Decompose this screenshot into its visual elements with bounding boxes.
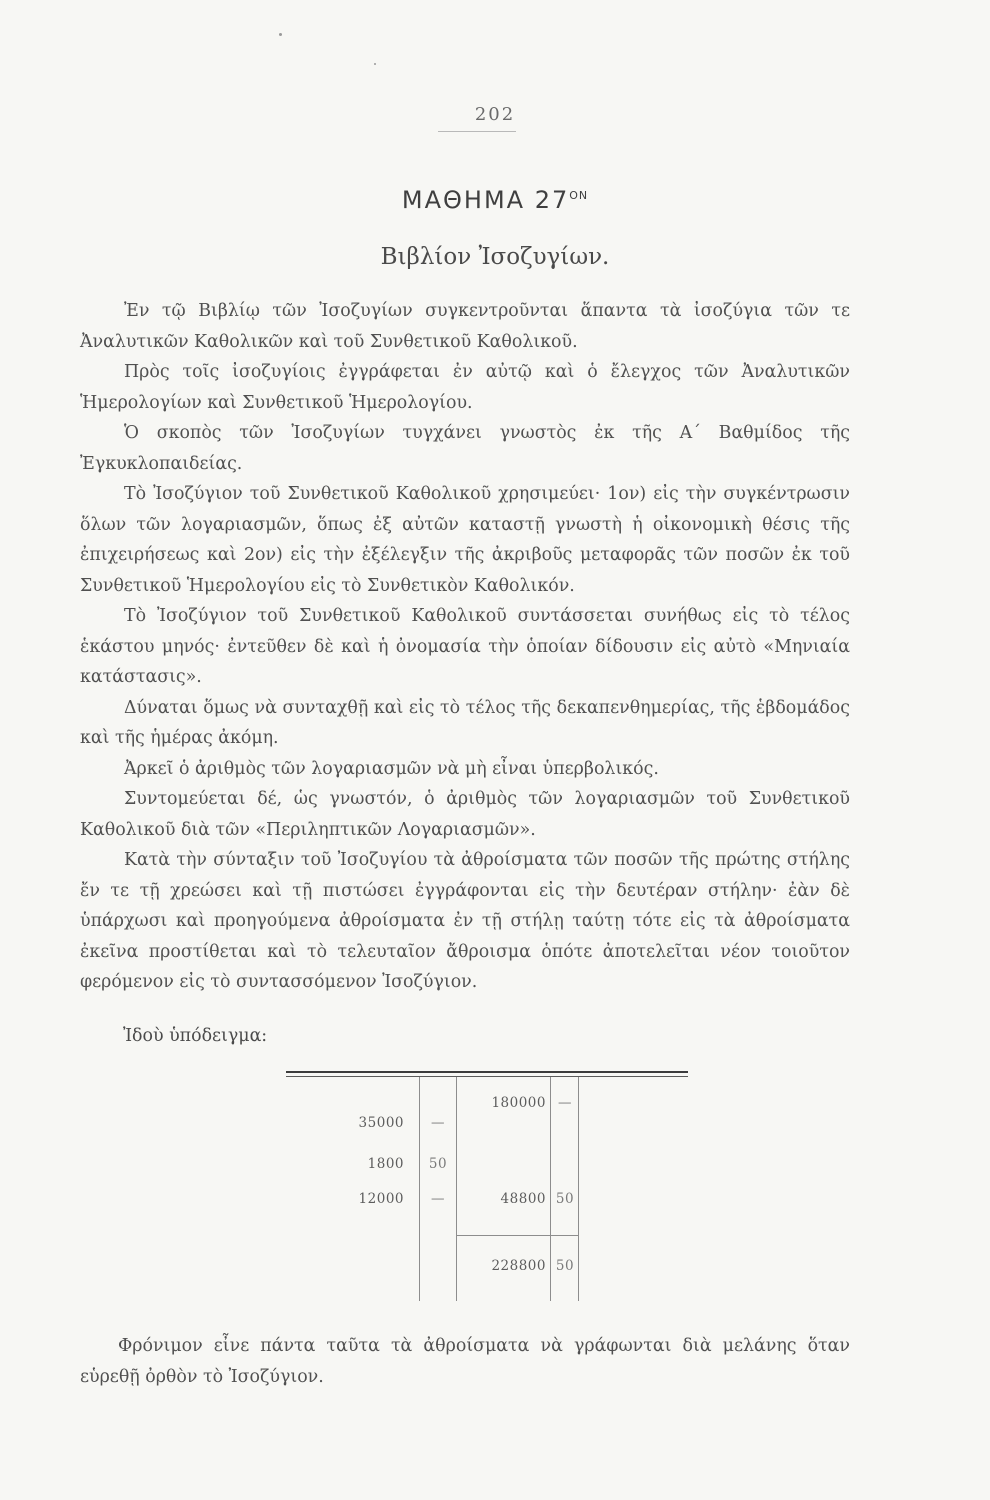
paper-speck (279, 33, 282, 36)
paragraph: Πρὸς τοῖς ἰσοζυγίοις ἐγγράφεται ἐν αὐτῷ καὶ ὁ ἔλεγχος τῶν Ἀναλυτικῶν Ἡμερολογίων καὶ Συνθετικοῦ Ἡμερολογίου. (80, 362, 850, 413)
closing-paragraph: Φρόνιμον εἶνε πάντα ταῦτα τὰ ἀθροίσματα νὰ γράφωνται διὰ μελάνης ὅταν εὑρεθῇ ὀρθὸν τὸ Ἰσοζύγιον. (80, 1336, 850, 1387)
paragraph: Δύναται ὅμως νὰ συνταχθῇ καὶ εἰς τὸ τέλος τῆς δεκαπενθημερίας, τῆς ἑβδομάδος καὶ τῆς ἡμέρας ἀκόμη. (80, 697, 850, 748)
ledger-grand-total-cents: 50 (555, 1258, 575, 1274)
ledger-total-cents: 50 (555, 1191, 575, 1207)
paragraph: Κατὰ τὴν σύνταξιν τοῦ Ἰσοζυγίου τὰ ἀθροίσματα τῶν ποσῶν τῆς πρώτης στήλης ἔν τε τῇ χρεώσει καὶ τῇ πιστώσει ἐγγράφονται εἰς τὴν δευτέραν στήλην· ἐὰν δὲ ὑπάρχωσι καὶ προηγούμενα ἀθροίσματα ἐν τῇ στήλῃ ταύτῃ τότε εἰς τὰ ἀθροίσματα ἐκεῖνα προστίθεται καὶ τὸ τελευταῖον ἄθροισμα ὁπότε ἀποτελεῖται νέον τοιοῦτον φερόμενον εἰς τὸ συντασσόμενον Ἰσοζύγιον. (80, 850, 850, 992)
paragraph: Ἐν τῷ Βιβλίῳ τῶν Ἰσοζυγίων συγκεντροῦνται ἅπαντα τὰ ἰσοζύγια τῶν τε Ἀναλυτικῶν Καθολικῶν καὶ τοῦ Συνθετικοῦ Καθολικοῦ. (80, 301, 850, 352)
ledger-cents: — (431, 1115, 445, 1131)
ledger-amount: 12000 (358, 1191, 404, 1207)
ledger-cents: 50 (428, 1156, 448, 1172)
ledger-example-table (286, 1071, 688, 1301)
ledger-total: 48800 (500, 1191, 546, 1207)
ledger-top-rule (286, 1071, 688, 1073)
lesson-superscript: ΟΝ (569, 189, 589, 202)
ledger-column-divider (419, 1077, 420, 1301)
lesson-heading (0, 186, 990, 214)
page-number: 202 (474, 104, 516, 125)
ledger-column-divider (456, 1077, 457, 1301)
paragraph: Ἀρκεῖ ὁ ἀριθμὸς τῶν λογαριασμῶν νὰ μὴ εἶναι ὑπερβολικός. (124, 758, 659, 779)
example-label: Ἰδοὺ ὑπόδειγμα: (123, 1026, 268, 1046)
page-number-rule (438, 131, 516, 132)
ledger-total: 180000 (491, 1095, 546, 1111)
ledger-top-rule-thin (286, 1076, 688, 1077)
ledger-grand-total: 228800 (491, 1258, 546, 1274)
paragraph: Συντομεύεται δέ, ὡς γνωστόν, ὁ ἀριθμὸς τῶν λογαριασμῶν τοῦ Συνθετικοῦ Καθολικοῦ διὰ τῶν «Περιληπτικῶν Λογαριασμῶν». (80, 789, 850, 840)
ledger-amount: 35000 (358, 1115, 404, 1131)
closing-note (80, 1331, 850, 1392)
lesson-title: ΜΑΘΗΜΑ 27 (401, 186, 570, 214)
ledger-total-cents: — (558, 1095, 572, 1111)
ledger-amount: 1800 (367, 1156, 404, 1172)
section-title: Βιβλίον Ἰσοζυγίων. (380, 244, 610, 270)
body-text (80, 296, 850, 998)
paragraph: Ὁ σκοπὸς τῶν Ἰσοζυγίων τυγχάνει γνωστὸς ἐκ τῆς Α΄ Βαθμίδος τῆς Ἐγκυκλοπαιδείας. (80, 423, 850, 474)
paragraph: Τὸ Ἰσοζύγιον τοῦ Συνθετικοῦ Καθολικοῦ συντάσσεται συνήθως εἰς τὸ τέλος ἑκάστου μηνός· ἐντεῦθεν δὲ καὶ ἡ ὀνομασία τὴν ὁποίαν δίδουσιν εἰς αὐτὸ «Μηνιαία κατάστασις». (80, 606, 850, 687)
ledger-sum-rule (456, 1235, 578, 1236)
ledger-cents: — (431, 1191, 445, 1207)
paper-speck (374, 63, 376, 65)
paragraph: Τὸ Ἰσοζύγιον τοῦ Συνθετικοῦ Καθολικοῦ χρησιμεύει· 1ον) εἰς τὴν συγκέντρωσιν ὅλων τῶν λογαριασμῶν, ὅπως ἐξ αὐτῶν καταστῇ γνωστὴ ἡ οἰκονομικὴ θέσις τῆς ἐπιχειρήσεως καὶ 2ον) εἰς τὴν ἐξέλεγξιν τῆς ἀκριβοῦς μεταφορᾶς τῶν ποσῶν ἐκ τοῦ Συνθετικοῦ Ἡμερολογίου εἰς τὸ Συνθετικὸν Καθολικόν. (80, 484, 850, 596)
